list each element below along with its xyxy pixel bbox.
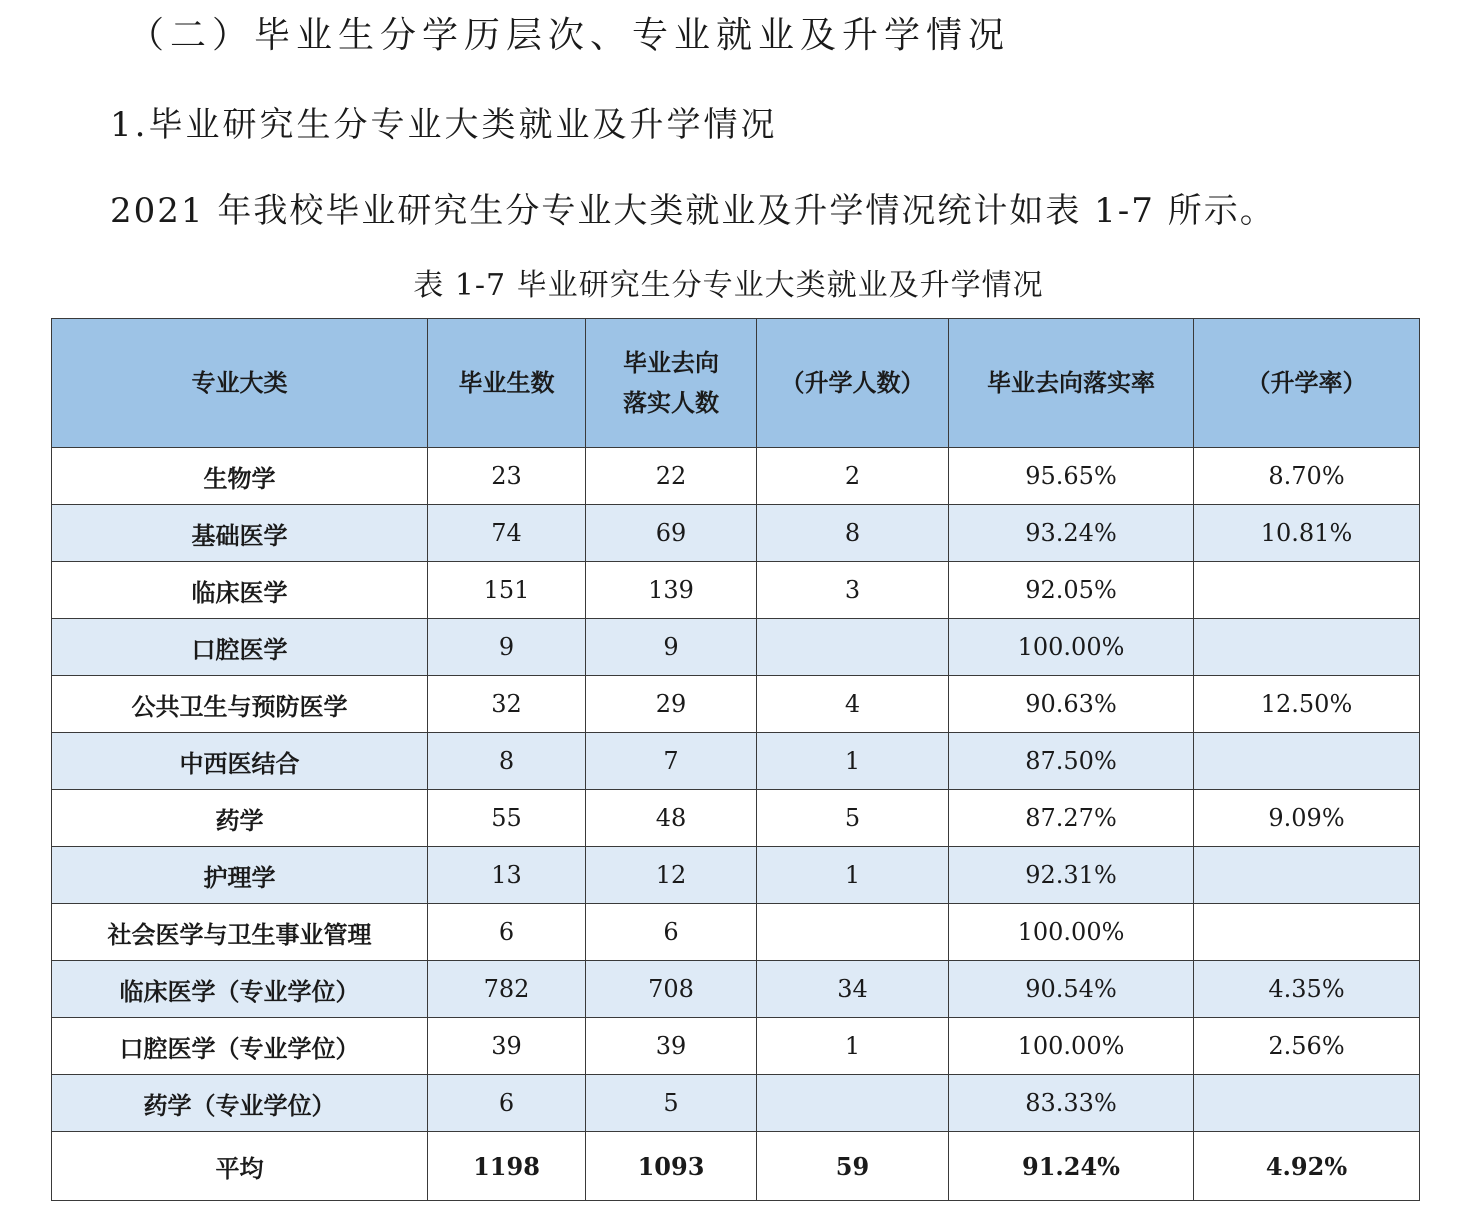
table-total-row — [52, 1132, 1420, 1201]
cell-further-study: 34 — [757, 961, 949, 1018]
cell-placement-rate: 100.00% — [949, 619, 1194, 676]
header-label: （升学人数） — [780, 369, 925, 397]
header-label: 毕业去向 — [623, 349, 719, 377]
cell-placed: 29 — [586, 676, 757, 733]
cell-category: 生物学 — [52, 448, 428, 505]
table-row — [52, 562, 1420, 619]
table-row — [52, 448, 1420, 505]
table-row — [52, 904, 1420, 961]
cell-category: 基础医学 — [52, 505, 428, 562]
cell-placed: 12 — [586, 847, 757, 904]
cell-category: 社会医学与卫生事业管理 — [52, 904, 428, 961]
cell-category: 公共卫生与预防医学 — [52, 676, 428, 733]
cell-category: 平均 — [52, 1132, 428, 1201]
cell-further-study-rate: 12.50% — [1194, 676, 1420, 733]
cell-placed: 1093 — [586, 1132, 757, 1201]
cell-graduates: 151 — [428, 562, 586, 619]
cell-further-study: 1 — [757, 733, 949, 790]
cell-placed: 22 — [586, 448, 757, 505]
sub-heading: 1.毕业研究生分专业大类就业及升学情况 — [110, 105, 778, 145]
cell-further-study-rate: 2.56% — [1194, 1018, 1420, 1075]
cell-further-study-rate: 4.35% — [1194, 961, 1420, 1018]
table-row — [52, 676, 1420, 733]
cell-graduates: 13 — [428, 847, 586, 904]
cell-placed: 708 — [586, 961, 757, 1018]
cell-further-study: 5 — [757, 790, 949, 847]
cell-further-study: 4 — [757, 676, 949, 733]
cell-placed: 7 — [586, 733, 757, 790]
cell-further-study: 1 — [757, 847, 949, 904]
cell-placement-rate: 90.63% — [949, 676, 1194, 733]
header-label: （升学率） — [1246, 369, 1367, 397]
cell-further-study — [757, 619, 949, 676]
cell-category: 口腔医学（专业学位） — [52, 1018, 428, 1075]
header-label: 专业大类 — [191, 369, 288, 397]
cell-further-study-rate — [1194, 619, 1420, 676]
cell-category: 药学（专业学位） — [52, 1075, 428, 1132]
cell-graduates: 8 — [428, 733, 586, 790]
table-row — [52, 1018, 1420, 1075]
employment-table — [51, 318, 1420, 1201]
cell-graduates: 55 — [428, 790, 586, 847]
header-further-study-rate — [1194, 319, 1420, 448]
cell-further-study — [757, 904, 949, 961]
cell-category: 药学 — [52, 790, 428, 847]
table-row — [52, 1075, 1420, 1132]
cell-further-study: 3 — [757, 562, 949, 619]
cell-placement-rate: 91.24% — [949, 1132, 1194, 1201]
cell-placement-rate: 95.65% — [949, 448, 1194, 505]
cell-further-study: 2 — [757, 448, 949, 505]
cell-placed: 48 — [586, 790, 757, 847]
table-row — [52, 619, 1420, 676]
cell-placement-rate: 90.54% — [949, 961, 1194, 1018]
cell-placement-rate: 87.50% — [949, 733, 1194, 790]
cell-further-study: 8 — [757, 505, 949, 562]
cell-further-study-rate: 8.70% — [1194, 448, 1420, 505]
cell-further-study-rate: 4.92% — [1194, 1132, 1420, 1201]
cell-further-study — [757, 1075, 949, 1132]
cell-placement-rate: 100.00% — [949, 904, 1194, 961]
cell-placed: 39 — [586, 1018, 757, 1075]
cell-placement-rate: 83.33% — [949, 1075, 1194, 1132]
cell-category: 中西医结合 — [52, 733, 428, 790]
cell-placed: 69 — [586, 505, 757, 562]
cell-graduates: 9 — [428, 619, 586, 676]
cell-category: 护理学 — [52, 847, 428, 904]
intro-paragraph: 2021 年我校毕业研究生分专业大类就业及升学情况统计如表 1-7 所示。 — [110, 191, 1276, 231]
cell-graduates: 32 — [428, 676, 586, 733]
cell-graduates: 23 — [428, 448, 586, 505]
table-caption: 表 1-7 毕业研究生分专业大类就业及升学情况 — [413, 268, 1044, 303]
header-category — [52, 319, 428, 448]
cell-graduates: 1198 — [428, 1132, 586, 1201]
cell-placement-rate: 100.00% — [949, 1018, 1194, 1075]
cell-category: 临床医学（专业学位） — [52, 961, 428, 1018]
section-heading: （二）毕业生分学历层次、专业就业及升学情况 — [128, 15, 1011, 56]
cell-further-study-rate — [1194, 904, 1420, 961]
cell-graduates: 39 — [428, 1018, 586, 1075]
table-row — [52, 847, 1420, 904]
cell-category: 临床医学 — [52, 562, 428, 619]
cell-graduates: 74 — [428, 505, 586, 562]
cell-placed: 5 — [586, 1075, 757, 1132]
header-placement-rate — [949, 319, 1194, 448]
cell-graduates: 782 — [428, 961, 586, 1018]
header-label-line2: 落实人数 — [623, 389, 719, 417]
cell-further-study-rate — [1194, 1075, 1420, 1132]
cell-category: 口腔医学 — [52, 619, 428, 676]
header-placed — [586, 319, 757, 448]
cell-further-study-rate — [1194, 847, 1420, 904]
table-header-row — [52, 319, 1420, 448]
cell-further-study-rate — [1194, 562, 1420, 619]
header-label: 毕业生数 — [458, 369, 555, 397]
table-row — [52, 733, 1420, 790]
cell-graduates: 6 — [428, 904, 586, 961]
header-further-study — [757, 319, 949, 448]
cell-placement-rate: 87.27% — [949, 790, 1194, 847]
cell-placement-rate: 92.31% — [949, 847, 1194, 904]
table-row — [52, 961, 1420, 1018]
cell-placed: 9 — [586, 619, 757, 676]
cell-further-study-rate: 10.81% — [1194, 505, 1420, 562]
header-graduates — [428, 319, 586, 448]
cell-further-study: 1 — [757, 1018, 949, 1075]
cell-further-study-rate: 9.09% — [1194, 790, 1420, 847]
cell-further-study-rate — [1194, 733, 1420, 790]
cell-placed: 6 — [586, 904, 757, 961]
table-row — [52, 790, 1420, 847]
cell-placement-rate: 92.05% — [949, 562, 1194, 619]
cell-graduates: 6 — [428, 1075, 586, 1132]
header-label: 毕业去向落实率 — [987, 369, 1155, 397]
table-row — [52, 505, 1420, 562]
cell-placement-rate: 93.24% — [949, 505, 1194, 562]
cell-further-study: 59 — [757, 1132, 949, 1201]
cell-placed: 139 — [586, 562, 757, 619]
